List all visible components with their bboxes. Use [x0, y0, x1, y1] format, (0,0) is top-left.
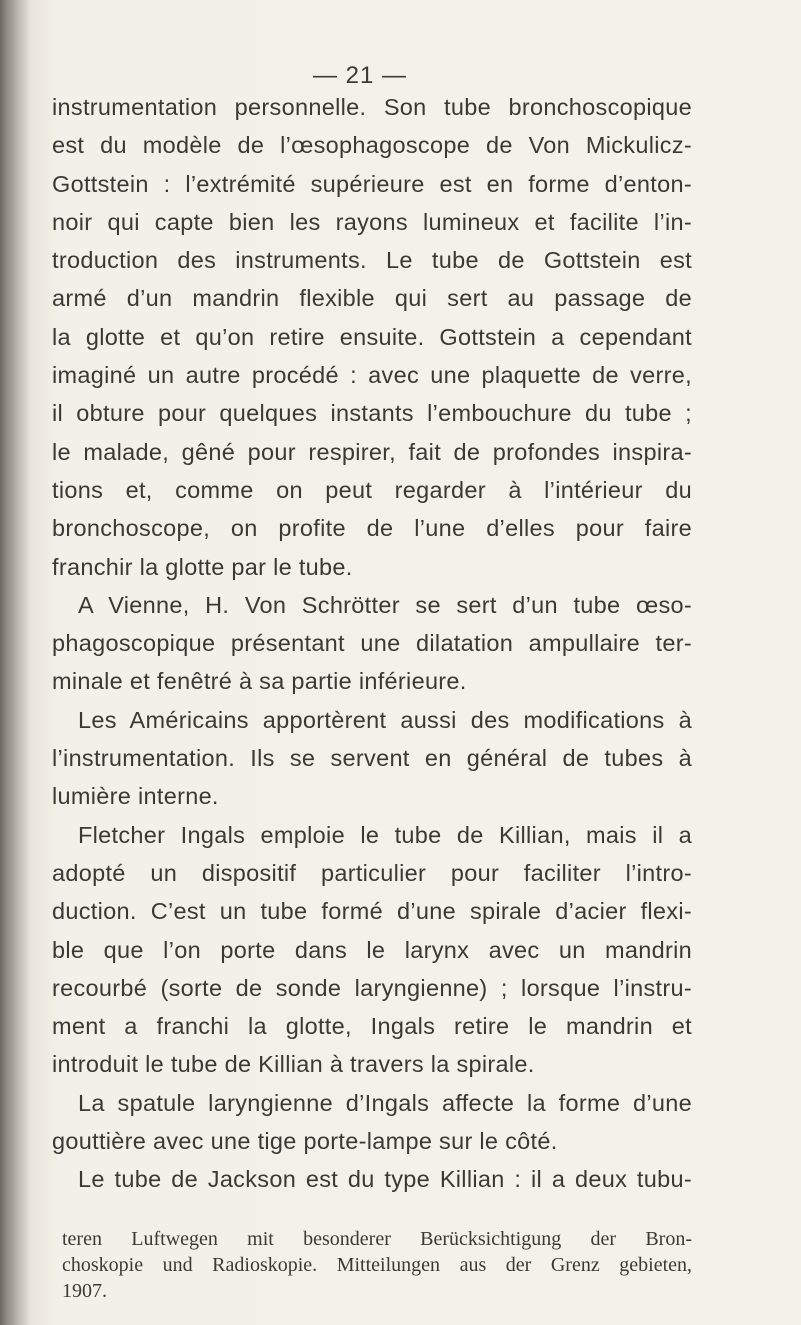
text-line: ment a franchi la glotte, Ingals retire le mandrin et [52, 1013, 692, 1040]
text-line: tions et, comme on peut regarder à l’intérieur du [52, 476, 692, 503]
text-line: il obture pour quelques instants l’embouchure du tube ; [52, 400, 692, 427]
text-line: adopté un dispositif particulier pour faciliter l’intro- [52, 859, 692, 886]
text-line: Gottstein : l’extrémité supérieure est en forme d’enton- [52, 170, 692, 197]
text-line: duction. C’est un tube formé d’une spirale d’acier flexi- [52, 898, 692, 925]
text-line: franchir la glotte par le tube. [52, 553, 353, 580]
page-binding-shadow [0, 0, 30, 1325]
text-line: introduit le tube de Killian à travers la spirale. [52, 1051, 535, 1078]
text-line: noir qui capte bien les rayons lumineux et facilite l’in- [52, 208, 692, 235]
text-line: recourbé (sorte de sonde laryngienne) ; lorsque l’instru- [52, 974, 692, 1001]
text-line: armé d’un mandrin flexible qui sert au passage de [52, 285, 692, 312]
footnote [52, 1226, 692, 1304]
footnote-line: 1907. [62, 1280, 107, 1302]
text-line: Le tube de Jackson est du type Killian : il a deux tubu- [78, 1166, 692, 1193]
text-line: minale et fenêtré à sa partie inférieure. [52, 668, 467, 695]
footnote-line: teren Luftwegen mit besonderer Berücksichtigung der Bron- [62, 1228, 692, 1250]
text-line: gouttière avec une tige porte-lampe sur le côté. [52, 1128, 558, 1155]
text-line: Fletcher Ingals emploie le tube de Killian, mais il a [78, 821, 692, 848]
text-line: bronchoscope, on profite de l’une d’elles pour faire [52, 515, 692, 542]
text-line: l’instrumentation. Ils se servent en général de tubes à [52, 745, 692, 772]
text-line: la glotte et qu’on retire ensuite. Gottstein a cependant [52, 323, 692, 350]
text-line: instrumentation personnelle. Son tube bronchoscopique [52, 94, 692, 120]
text-line: imaginé un autre procédé : avec une plaquette de verre, [52, 362, 692, 389]
text-line: ble que l’on porte dans le larynx avec un mandrin [52, 936, 692, 963]
text-line: lumière interne. [52, 783, 219, 810]
text-line: le malade, gêné pour respirer, fait de profondes inspira- [52, 438, 692, 465]
text-line: La spatule laryngienne d’Ingals affecte la forme d’une [78, 1089, 692, 1116]
body-text [52, 88, 692, 1199]
text-line: Les Américains apportèrent aussi des modifications à [78, 706, 692, 733]
page-number: — 21 — [312, 62, 408, 89]
text-line: est du modèle de l’œsophagoscope de Von Mickulicz- [52, 132, 692, 159]
text-line: troduction des instruments. Le tube de Gottstein est [52, 247, 692, 274]
text-line: A Vienne, H. Von Schrötter se sert d’un tube œso- [78, 591, 692, 618]
text-line: phagoscopique présentant une dilatation ampullaire ter- [52, 630, 692, 657]
footnote-line: choskopie und Radioskopie. Mitteilungen aus der Grenz gebieten, [62, 1254, 692, 1276]
